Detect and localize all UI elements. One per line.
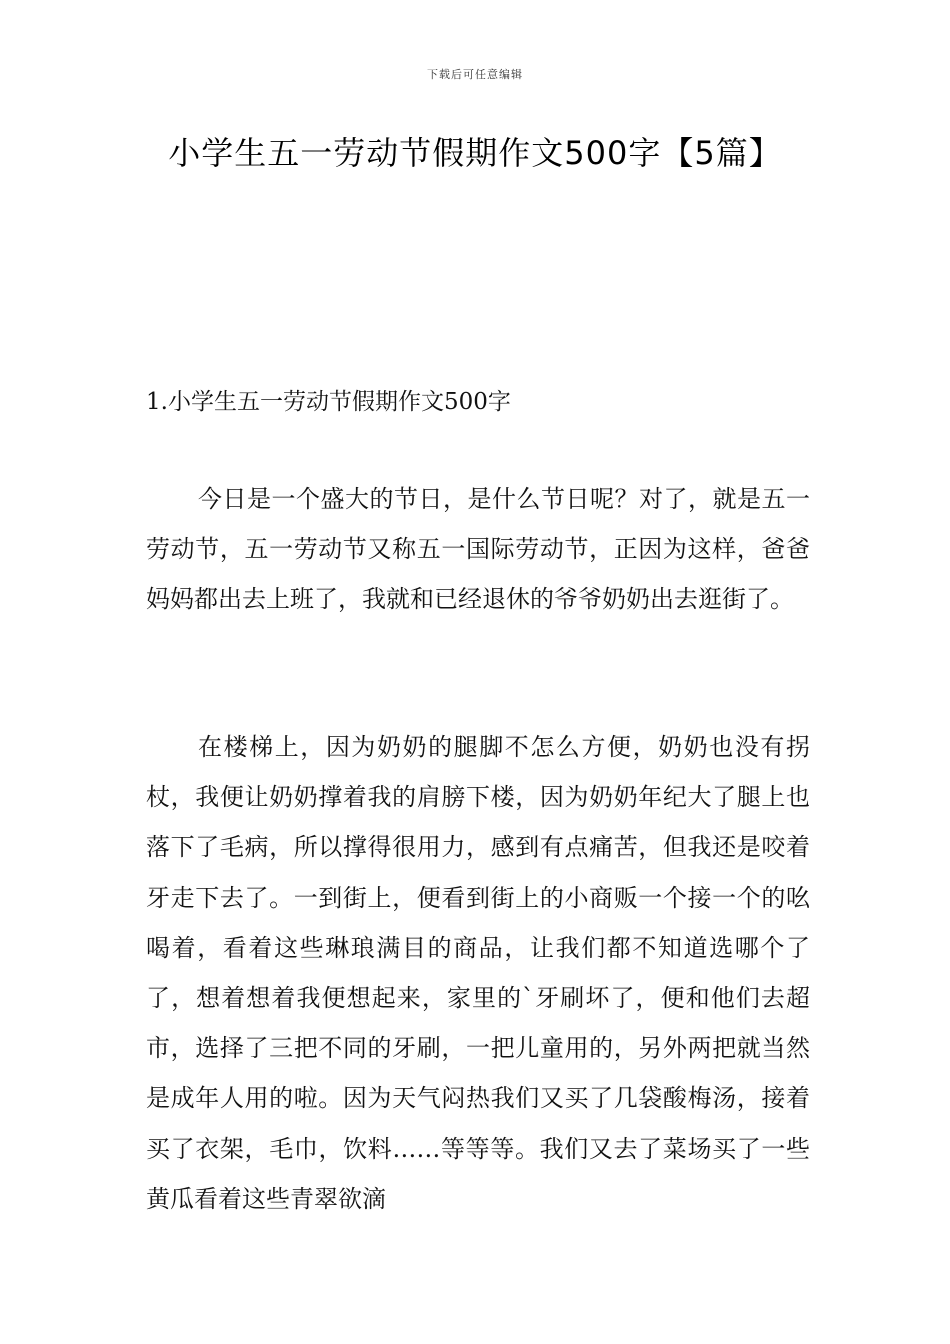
paragraph-2: 在楼梯上，因为奶奶的腿脚不怎么方便，奶奶也没有拐杖，我便让奶奶撑着我的肩膀下楼，因为奶奶年纪大了腿上也落下了毛病，所以撑得很用力，感到有点痛苦，但我还是咬着牙走下去了。一到街上，便看到街上的小商贩一个接一个的吆喝着，看着这些琳琅满目的商品，让我们都不知道选哪个了了，想着想着我便想起来，家里的`牙刷坏了，便和他们去超市，选择了三把不同的牙刷，一把儿童用的，另外两把就当然是成年人用的啦。因为天气闷热我们又买了几袋酸梅汤，接着买了衣架，毛巾，饮料……等等等。我们又去了菜场买了一些黄瓜看着这些青翠欲滴 (146, 733, 810, 1213)
paragraph-1: 今日是一个盛大的节日，是什么节日呢？对了，就是五一劳动节，五一劳动节又称五一国际劳动节，正因为这样，爸爸妈妈都出去上班了，我就和已经退休的爷爷奶奶出去逛街了。 (146, 485, 810, 614)
header-note: 下载后可任意编辑 (427, 68, 523, 81)
section-heading: 1.小学生五一劳动节假期作文500字 (146, 389, 511, 415)
document-title: 小学生五一劳动节假期作文500字【5篇】 (168, 134, 782, 172)
